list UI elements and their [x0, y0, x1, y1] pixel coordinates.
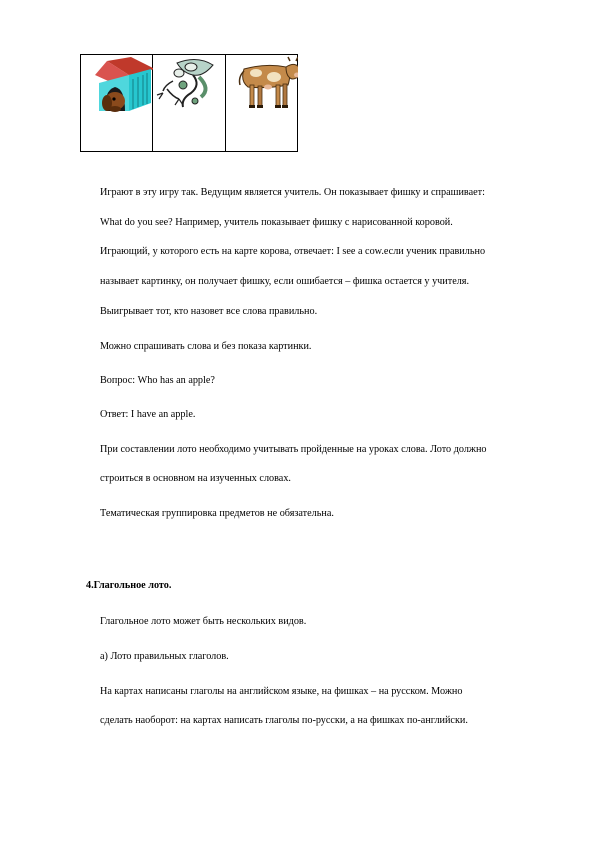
lotto-card-cell-frog: [153, 55, 225, 152]
paragraph-3-line-1: При составлении лото необходимо учитывать пройденные на уроках слова. Лото должно: [100, 444, 487, 455]
paragraph-1-line-2: What do you see? Например, учитель показывает фишку с нарисованной коровой.: [100, 217, 453, 228]
question-line: Вопрос: Who has an apple?: [100, 375, 215, 386]
cow-icon: [226, 55, 298, 115]
frog-icon: [153, 55, 225, 115]
paragraph-5: Глагольное лото может быть нескольких видов.: [100, 616, 307, 627]
section-heading: 4.Глагольное лото.: [86, 580, 172, 591]
paragraph-4: Тематическая группировка предметов не обязательна.: [100, 508, 334, 519]
paragraph-3-line-2: строиться в основном на изученных словах.: [100, 473, 291, 484]
paragraph-6: а) Лото правильных глаголов.: [100, 651, 229, 662]
paragraph-7-line-2: сделать наоборот: на картах написать глаголы по-русски, а на фишках по-английски.: [100, 715, 468, 726]
lotto-card-cell-doghouse: [81, 55, 153, 152]
answer-line: Ответ: I have an apple.: [100, 409, 196, 420]
paragraph-1-line-5: Выигрывает тот, кто назовет все слова правильно.: [100, 306, 318, 317]
paragraph-1-line-1: Играют в эту игру так. Ведущим является учитель. Он показывает фишку и спрашивает:: [100, 187, 485, 198]
lotto-card-cell-cow: [225, 55, 297, 152]
paragraph-7-line-1: На картах написаны глаголы на английском языке, на фишках – на русском. Можно: [100, 686, 463, 697]
paragraph-1-line-4: называет картинку, он получает фишку, если ошибается – фишка остается у учителя.: [100, 276, 470, 287]
paragraph-1-line-3: Играющий, у которого есть на карте корова, отвечает: I see a cow.если ученик правильно: [100, 246, 486, 257]
lotto-card-table: [80, 54, 298, 152]
doghouse-icon: [81, 55, 153, 115]
paragraph-2: Можно спрашивать слова и без показа картинки.: [100, 341, 312, 352]
